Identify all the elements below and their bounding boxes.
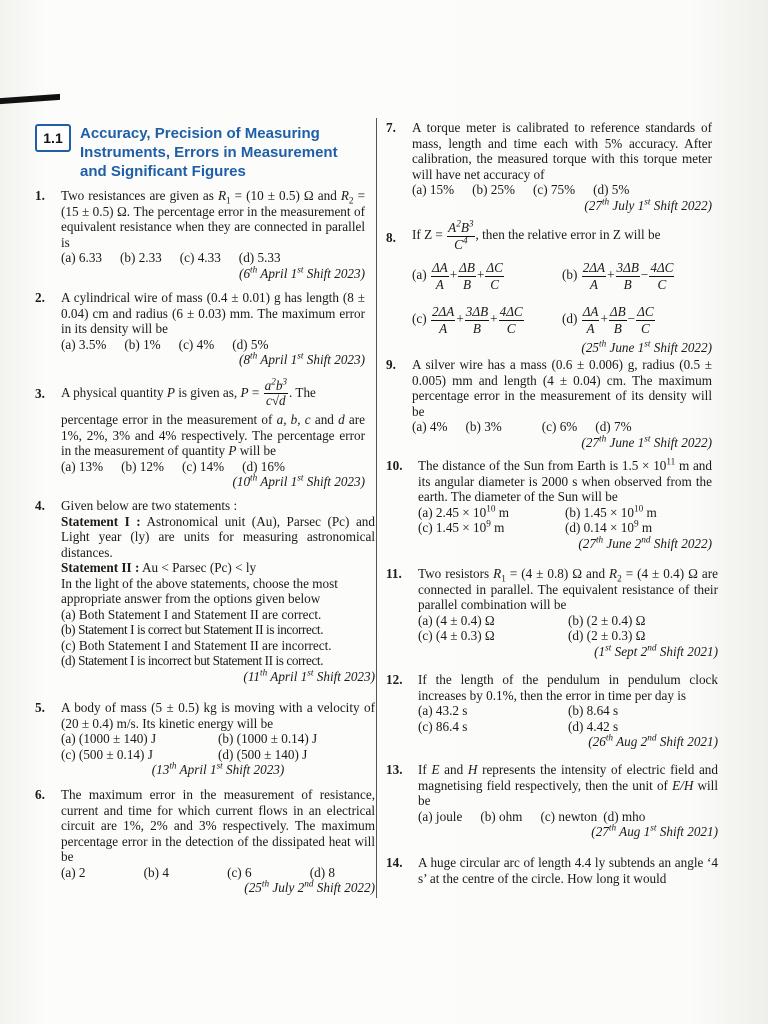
option-d[interactable]: (d) 16% xyxy=(242,458,285,474)
question-number: 4. xyxy=(35,498,45,513)
option-a[interactable]: (a) 3.5% xyxy=(61,336,107,352)
question-number: 12. xyxy=(386,672,403,687)
option-a[interactable]: (a) 6.33 xyxy=(61,250,103,265)
option-d[interactable]: (d) mho xyxy=(603,808,646,824)
option-a[interactable]: (a) 15% xyxy=(412,182,455,197)
option-d[interactable]: (d) $\frac{\Delta A}{A}$ + $\frac{\Delta B}{B}$ − $\frac{\Delta C}{C}$ xyxy=(562,304,654,336)
question-body: If Z = $\frac{A^2B^3}{C^4}$ , then the relative error in Z will be (a) $\frac{\Delta A}{A}$ + $\frac{\Delta B}{B}$ + $\frac{\Delta C}{C}$ (b) $\frac{2\Delta A}{A}$ + $\frac{3\Delta B}{B}$ − $\frac{4\Delta C}{C}$ (c) $\frac{2\Delta A}{A}$ + $\frac{3\Delta B}{B}$ + $\frac{4\Delta C}{C}$ (d) $\frac{\Delta A}{A}$ + $\frac{\Delta B}{B}$ − $\frac{\Delta C}{C}$ (25th June 1st Shift 2022) xyxy=(412,218,712,355)
question-number: 11. xyxy=(386,566,402,581)
source-citation: (27th June 2nd Shift 2022) xyxy=(578,534,712,551)
question-number: 1. xyxy=(35,188,45,203)
option-b[interactable]: (b) 3% xyxy=(465,419,502,434)
options-row-2 xyxy=(412,304,712,340)
option-b[interactable]: (b) 25% xyxy=(472,182,515,197)
option-d[interactable]: (d) 5.33 xyxy=(238,250,281,265)
option-d[interactable]: (d) 8 xyxy=(309,864,335,880)
option-b[interactable]: (b) $1.45 \times 10^{10}$ m xyxy=(565,503,657,520)
option-c[interactable]: (c) 4.33 xyxy=(179,250,221,265)
option-b[interactable]: (b) $\frac{2\Delta A}{A}$ + $\frac{3\Delta B}{B}$ − $\frac{4\Delta C}{C}$ xyxy=(562,260,674,292)
option-a[interactable]: (a) (1000 ± 140) J xyxy=(61,731,157,746)
options xyxy=(412,419,712,435)
source-citation: (6th April 1st Shift 2023) xyxy=(239,264,365,281)
options xyxy=(418,505,712,536)
options xyxy=(412,182,712,198)
option-b[interactable]: (b) 8.64 s xyxy=(568,703,619,718)
question-number: 7. xyxy=(386,120,396,135)
options xyxy=(61,865,375,881)
option-d[interactable]: (d) (500 ± 140) J xyxy=(218,746,308,762)
source-citation: (27th Aug 1st Shift 2021) xyxy=(591,822,718,839)
source-citation: (27th July 1st Shift 2022) xyxy=(584,196,712,213)
question-body: If the length of the pendulum in pendulum clock increases by 0.1%, then the error in time per day is (a) 43.2 s (b) 8.64 s (c) 86.4 s (d) 4.42 s (26th Aug 2nd Shift 2021) xyxy=(418,672,718,749)
question-body: A body of mass (5 ± 0.5) kg is moving with a velocity of (20 ± 0.4) m/s. Its kinetic energy will be (a) (1000 ± 140) J (b) (1000 ± 0.14) J (c) (500 ± 0.14) J (d) (500 ± 140) J (13th April 1st Shift 2023) xyxy=(61,700,375,777)
formula-fraction: $\frac{A^2B^3}{C^4}$ xyxy=(448,218,474,252)
option-d[interactable]: (d) 4.42 s xyxy=(568,718,619,734)
options xyxy=(61,459,365,475)
option-a[interactable]: (a) $2.45 \times 10^{10}$ m xyxy=(418,503,510,520)
option-c[interactable]: (c) 86.4 s xyxy=(418,718,468,734)
option-d[interactable]: (d) 5% xyxy=(593,182,630,197)
source-citation: (26th Aug 2nd Shift 2021) xyxy=(588,732,718,749)
option-c[interactable]: (c) 14% xyxy=(181,458,225,474)
option-d[interactable]: (d) $0.14 \times 10^9$ m xyxy=(565,518,653,535)
question-body: Two resistances are given as $R_1 = (10 \pm 0.5)$ Ω and $R_2 = (15 \pm 0.5)$ Ω. The percentage error in the measurement of equivalent resistance when they are connected in parallel is (a) 6.33 (b) 2.33 (c) 4.33 (d) 5.33 (6th April 1st Shift 2023) xyxy=(61,188,366,281)
options xyxy=(418,613,718,644)
option-c[interactable]: (c) $1.45 \times 10^9$ m xyxy=(418,518,505,535)
option-b[interactable]: (b) ohm xyxy=(480,808,523,824)
question-number: 14. xyxy=(386,855,403,870)
option-c[interactable]: (c) 6 xyxy=(227,864,252,880)
source-citation: (25th June 1st Shift 2022) xyxy=(581,338,712,355)
option-c[interactable]: (c) Both Statement I and Statement II are incorrect. xyxy=(61,637,332,653)
source-citation: (25th July 2nd Shift 2022) xyxy=(244,878,375,895)
question-body: A cylindrical wire of mass (0.4 ± 0.01) g has length (8 ± 0.04) cm and radius (6 ± 0.03) mm. The maximum error in its density will be (a) 3.5% (b) 1% (c) 4% (d) 5% (8th April 1st Shift 2023) xyxy=(61,290,365,367)
option-a[interactable]: (a) 43.2 s xyxy=(418,703,468,718)
source-citation: (13th April 1st Shift 2023) xyxy=(151,760,285,777)
option-a[interactable]: (a) 2 xyxy=(61,864,86,880)
option-a[interactable]: (a) $\frac{\Delta A}{A}$ + $\frac{\Delta B}{B}$ + $\frac{\Delta C}{C}$ xyxy=(412,260,503,292)
options xyxy=(61,731,375,762)
options-row-1 xyxy=(412,260,712,296)
question-body: A silver wire has a mass (0.6 ± 0.006) g, radius (0.5 ± 0.005) mm and length (4 ± 0.04) cm. The maximum percentage error in the measurement of its density will be (a) 4% (b) 3% (c) 6% (d) 7% (27th June 1st Shift 2022) xyxy=(412,357,712,450)
option-a[interactable]: (a) 13% xyxy=(61,458,104,474)
option-c[interactable]: (c) $\frac{2\Delta A}{A}$ + $\frac{3\Delta B}{B}$ + $\frac{4\Delta C}{C}$ xyxy=(412,304,523,336)
option-b[interactable]: (b) (1000 ± 0.14) J xyxy=(218,731,318,746)
option-a[interactable]: (a) (4 ± 0.4) Ω xyxy=(418,612,495,628)
option-d[interactable]: (d) 7% xyxy=(595,419,632,434)
question-body: A huge circular arc of length 4.4 ly subtends an angle ‘4 s’ at the centre of the circle. How long it would xyxy=(418,855,718,886)
option-a[interactable]: (a) 4% xyxy=(412,419,448,434)
options xyxy=(418,703,718,734)
question-body: The maximum error in the measurement of resistance, current and time for which current flows in an electrical circuit are 1%, 2% and 3% respectively. The maximum percentage error in the detection of the dissipated heat will be (a) 2 (b) 4 (c) 6 (d) 8 (25th July 2nd Shift 2022) xyxy=(61,787,375,895)
option-c[interactable]: (c) (4 ± 0.3) Ω xyxy=(418,628,495,643)
option-c[interactable]: (c) 4% xyxy=(178,336,215,352)
options xyxy=(418,809,718,825)
options xyxy=(61,337,365,353)
question-number: 9. xyxy=(386,357,396,372)
question-body: A physical quantity P is given as, P = $\frac{a^2b^3}{c√d}$ . The percentage error in the measurement of a, b, c and d are 1%, 2%, 3% and 4% respectively. The percentage error in the measurement of quantity P will be (a) 13% (b) 12% (c) 14% (d) 16% (10th April 1st Shift 2023) xyxy=(61,377,365,489)
question-body: A torque meter is calibrated to reference standards of mass, length and time each with 5% accuracy. After calibration, the measured torque with this torque meter will have net accuracy of (a) 15% (b) 25% (c) 75% (d) 5% (27th July 1st Shift 2022) xyxy=(412,120,712,213)
question-number: 8. xyxy=(386,230,396,245)
options xyxy=(61,250,365,266)
option-b[interactable]: (b) 12% xyxy=(121,458,164,474)
question-number: 13. xyxy=(386,762,403,777)
option-d[interactable]: (d) Statement I is incorrect but Statement II is correct. xyxy=(61,653,324,668)
source-citation: (11th April 1st Shift 2023) xyxy=(243,667,375,684)
question-body: If E and H represents the intensity of electric field and magnetising field respectively, then the unit of E/H will be (a) joule (b) ohm (c) newton (d) mho (27th Aug 1st Shift 2021) xyxy=(418,762,718,839)
option-c[interactable]: (c) 75% xyxy=(532,182,576,197)
option-c[interactable]: (c) (500 ± 0.14) J xyxy=(61,746,153,762)
option-b[interactable]: (b) 4 xyxy=(143,864,169,880)
formula-fraction: $\frac{a^2b^3}{c√d}$ xyxy=(264,377,288,409)
source-citation: (1st Sept 2nd Shift 2021) xyxy=(594,642,718,659)
column-divider xyxy=(376,118,377,898)
question-number: 3. xyxy=(35,386,45,401)
question-number: 5. xyxy=(35,700,45,715)
option-a[interactable]: (a) Both Statement I and Statement II are correct. xyxy=(61,606,322,622)
section-number-badge: 1.1 xyxy=(35,124,71,152)
source-citation: (27th June 1st Shift 2022) xyxy=(581,433,712,450)
option-d[interactable]: (d) 5% xyxy=(232,336,269,352)
question-number: 6. xyxy=(35,787,45,802)
option-b[interactable]: (b) Statement I is correct but Statement II is incorrect. xyxy=(61,622,324,637)
options xyxy=(61,607,375,669)
option-d[interactable]: (d) (2 ± 0.3) Ω xyxy=(568,628,646,643)
question-number: 10. xyxy=(386,458,403,473)
question-body: The distance of the Sun from Earth is $1.5 \times 10^{11}$ m and its angular diameter is 2000 s when observed from the earth. The diameter of the Sun will be (a) $2.45 \times 10^{10}$ m (b) $1.45 \times 10^{10}$ m (c) $1.45 \times 10^9$ m (d) $0.14 \times 10^9$ m (27th June 2nd Shift 2022) xyxy=(418,456,712,551)
option-b[interactable]: (b) 2.33 xyxy=(120,250,162,265)
section-title: Accuracy, Precision of Measuring Instruments, Errors in Measurement and Significant Figures xyxy=(80,125,338,180)
option-c[interactable]: (c) 6% xyxy=(541,419,578,434)
source-citation: (8th April 1st Shift 2023) xyxy=(239,350,365,367)
option-b[interactable]: (b) (2 ± 0.4) Ω xyxy=(568,612,646,628)
question-body: Given below are two statements : Statement I : Astronomical unit (Au), Parsec (Pc) and Light year (ly) are units for measuring astronomical distances. Statement II : Au < Parsec (Pc) < ly In the light of the above statements, choose the most appropriate answer from the options given below (a) Both Statement I and Statement II are correct. (b) Statement I is correct but Statement II is incorrect. (c) Both Statement I and Statement II are incorrect. (d) Statement I is incorrect but Statement II is correct. (11th April 1st Shift 2023) xyxy=(61,498,375,684)
source-citation: (10th April 1st Shift 2023) xyxy=(232,472,365,489)
option-b[interactable]: (b) 1% xyxy=(124,336,161,352)
question-body: Two resistors $R_1 = (4 \pm 0.8)$ Ω and $R_2 = (4 \pm 0.4)$ Ω are connected in parallel. The equivalent resistance of their parallel combination will be (a) (4 ± 0.4) Ω (b) (2 ± 0.4) Ω (c) (4 ± 0.3) Ω (d) (2 ± 0.3) Ω (1st Sept 2nd Shift 2021) xyxy=(418,566,718,659)
option-c[interactable]: (c) newton xyxy=(540,808,598,824)
question-number: 2. xyxy=(35,290,45,305)
option-a[interactable]: (a) joule xyxy=(418,808,463,824)
